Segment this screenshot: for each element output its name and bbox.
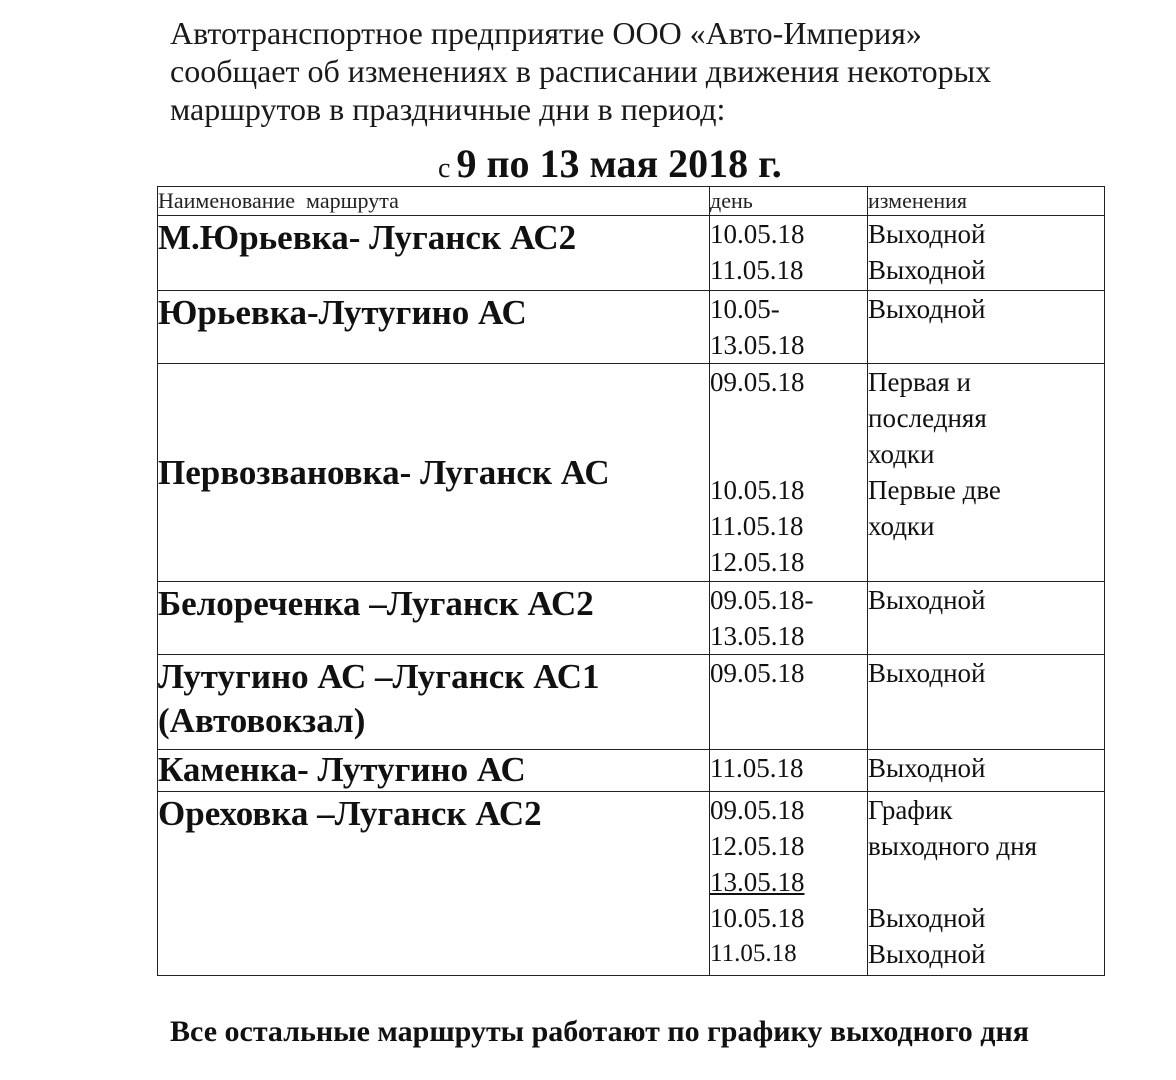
route-changes [868,582,1105,655]
route-name: Белореченка –Луганск АС2 [158,582,710,655]
route-name: Ореховка –Луганск АС2 [158,792,710,976]
route-changes [868,750,1105,792]
period-range: 9 по 13 мая 2018 г. [456,141,782,186]
header-day: день [710,187,868,216]
date-value: 12.05.18 [710,831,805,861]
date-value: 11.05.18 [710,940,797,967]
date-value: 11.05.18 [710,511,804,541]
route-dates [710,750,868,792]
change-value: Выходной [868,294,986,324]
table-row [158,216,1105,291]
route-dates [710,216,868,291]
date-value: 09.05.18 [710,658,805,688]
change-value: График [868,795,953,825]
route-changes [868,291,1105,364]
date-value: 11.05.18 [710,753,804,783]
change-value: Выходной [868,219,986,249]
change-value: Выходной [868,939,986,969]
route-changes [868,655,1105,750]
change-value: Выходной [868,585,986,615]
change-value: последняя [868,403,987,433]
route-name-line: (Автовокзал) [158,701,366,740]
route-changes [868,364,1105,582]
change-value: Первая и [868,367,971,397]
change-value: выходного дня [868,831,1038,861]
change-value: Выходной [868,658,986,688]
table-row [158,792,1105,976]
period-prefix: с [438,153,451,184]
date-value: 13.05.18 [710,330,805,360]
route-changes [868,792,1105,976]
date-value: 10.05.18 [710,903,805,933]
route-changes [868,216,1105,291]
date-value: 13.05.18 [710,867,805,897]
table-row [158,750,1105,792]
footer-note: Все остальные маршруты работают по графику выходного дня [170,1015,1029,1048]
route-name: Первозвановка- Луганск АС [158,364,710,582]
route-name [158,655,710,750]
route-dates [710,655,868,750]
route-dates [710,792,868,976]
date-value: 09.05.18- [710,585,814,615]
table-row [158,291,1105,364]
route-name-line: Лутугино АС –Луганск АС1 [158,657,600,696]
table-row [158,364,1105,582]
date-value: 10.05- [710,294,780,324]
header-changes: изменения [868,187,1105,216]
change-value: Выходной [868,255,986,285]
header-route: Наименование маршрута [158,187,710,216]
table-header-row [158,187,1105,216]
schedule-table [157,186,1105,976]
date-value: 11.05.18 [710,255,804,285]
change-value: Выходной [868,903,986,933]
change-value: ходки [868,439,935,469]
change-value: Первые две [868,475,1001,505]
date-value: 10.05.18 [710,219,805,249]
route-name: Каменка- Лутугино АС [158,750,710,792]
change-value: ходки [868,511,935,541]
date-value: 12.05.18 [710,547,805,577]
route-dates [710,291,868,364]
route-name: Юрьевка-Лутугино АС [158,291,710,364]
route-dates [710,582,868,655]
date-value: 09.05.18 [710,367,805,397]
change-value: Выходной [868,753,986,783]
date-value: 09.05.18 [710,795,805,825]
date-value: 10.05.18 [710,475,805,505]
route-name: М.Юрьевка- Луганск АС2 [158,216,710,291]
table-row [158,655,1105,750]
intro-line-1: Автотранспортное предприятие ООО «Авто-Империя» [170,15,922,51]
date-value: 13.05.18 [710,621,805,651]
route-dates [710,364,868,582]
intro-line-3: маршрутов в праздничные дни в период: [170,91,726,127]
table-row [158,582,1105,655]
intro-line-2: сообщает об изменениях в расписании движения некоторых [170,53,992,89]
announcement-intro [170,14,1130,128]
